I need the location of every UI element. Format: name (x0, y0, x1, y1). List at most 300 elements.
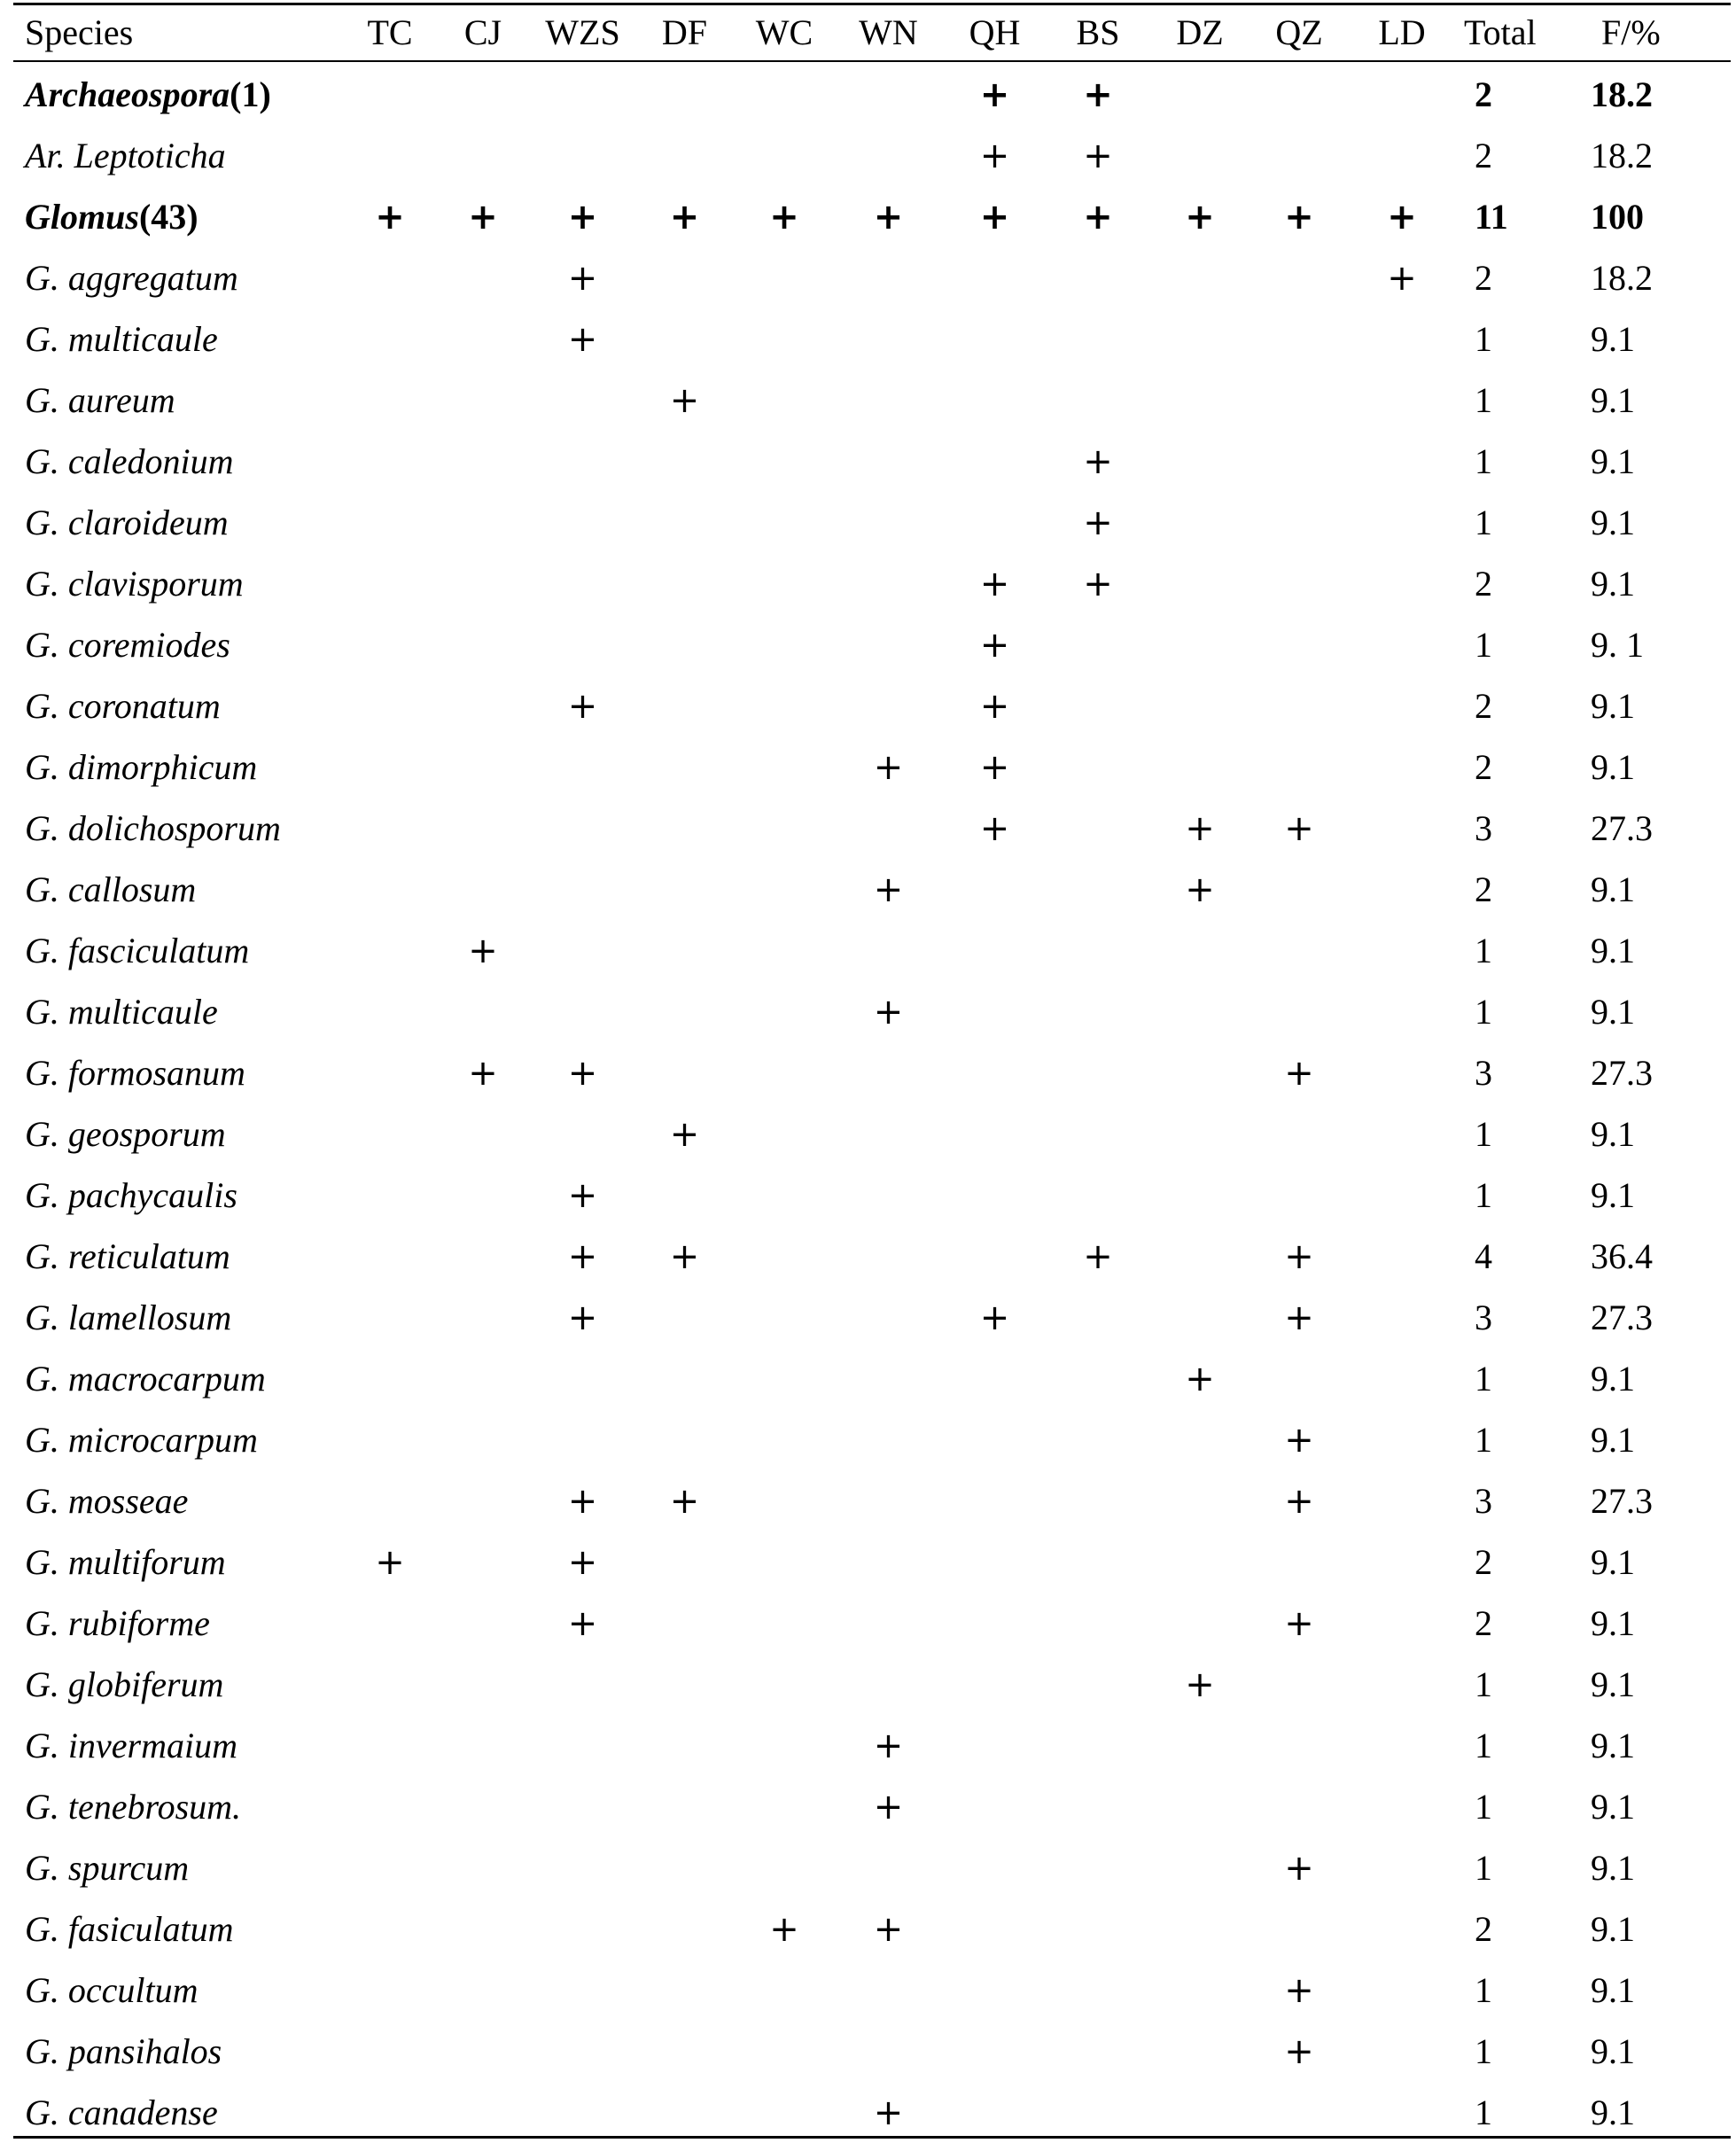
site-presence-cell: + (873, 746, 904, 788)
site-presence-cell (346, 1715, 434, 1776)
site-presence-cell: + (769, 1908, 799, 1950)
species-row (13, 1531, 1731, 1593)
site-presence-cell (346, 2021, 434, 2082)
site-presence-cell (944, 1226, 1046, 1287)
site-presence-cell (634, 2021, 736, 2082)
site-presence-cell (736, 1287, 833, 1348)
species-name-cell (13, 981, 346, 1042)
total-cell: 3 (1475, 1052, 1492, 1093)
site-presence-cell (346, 798, 434, 859)
site-presence-cell (434, 1593, 532, 1654)
site-presence-cell (944, 1470, 1046, 1531)
site-presence-cell (434, 1715, 532, 1776)
species-row (13, 1103, 1731, 1165)
site-presence-cell (532, 1898, 634, 1960)
site-presence-cell (736, 1226, 833, 1287)
species-count: (1) (230, 74, 271, 114)
site-presence-cell (736, 2082, 833, 2143)
species-name: G. occultum (25, 1969, 199, 2010)
species-name-cell (13, 2021, 346, 2082)
total-cell: 1 (1475, 1113, 1492, 1154)
site-presence-cell (944, 1348, 1046, 1409)
site-presence-cell: + (1083, 74, 1113, 115)
genus-row (13, 186, 1731, 247)
site-presence-cell (1249, 736, 1349, 798)
total-cell: 1 (1475, 1725, 1492, 1765)
site-presence-cell (532, 1654, 634, 1715)
site-presence-cell (833, 553, 944, 614)
species-name-cell (13, 125, 346, 186)
column-header: WC (755, 12, 814, 52)
site-presence-cell (434, 2021, 532, 2082)
frequency-cell: 9.1 (1591, 1541, 1635, 1582)
site-presence-cell (944, 370, 1046, 431)
site-presence-cell (944, 1103, 1046, 1165)
site-presence-cell (346, 1960, 434, 2021)
site-presence-cell (736, 1654, 833, 1715)
species-row (13, 1165, 1731, 1226)
site-presence-cell (1249, 308, 1349, 370)
site-presence-cell (1349, 2082, 1455, 2143)
species-name-cell (13, 1287, 346, 1348)
frequency-cell: 9.1 (1591, 318, 1635, 359)
column-header: LD (1378, 12, 1426, 52)
species-name-cell (13, 1654, 346, 1715)
site-presence-cell (434, 247, 532, 308)
site-presence-cell (346, 1226, 434, 1287)
site-presence-cell (1150, 1226, 1249, 1287)
species-name-cell (13, 1470, 346, 1531)
site-presence-cell (736, 1103, 833, 1165)
site-presence-cell (1046, 981, 1150, 1042)
site-presence-cell (833, 308, 944, 370)
site-presence-cell (346, 1042, 434, 1103)
site-presence-cell: + (979, 196, 1010, 238)
site-presence-cell (1150, 675, 1249, 736)
site-presence-cell (736, 1165, 833, 1226)
total-cell: 2 (1475, 74, 1492, 114)
site-presence-cell (434, 1898, 532, 1960)
site-presence-cell (434, 1165, 532, 1226)
site-presence-cell (1349, 1960, 1455, 2021)
site-presence-cell (736, 859, 833, 920)
site-presence-cell (1249, 1715, 1349, 1776)
site-presence-cell (736, 981, 833, 1042)
site-presence-cell (944, 431, 1046, 492)
total-cell: 1 (1475, 624, 1492, 665)
site-presence-cell: + (567, 1235, 598, 1277)
site-presence-cell (434, 1348, 532, 1409)
site-presence-cell: + (1284, 1847, 1314, 1889)
site-presence-cell (1349, 1654, 1455, 1715)
site-presence-cell (944, 1165, 1046, 1226)
site-presence-cell (1349, 492, 1455, 553)
site-presence-cell (634, 431, 736, 492)
total-cell: 2 (1475, 746, 1492, 787)
species-row (13, 736, 1731, 798)
site-presence-cell: + (1284, 1602, 1314, 1644)
site-presence-cell (1249, 1531, 1349, 1593)
site-presence-cell (634, 492, 736, 553)
table-body (13, 60, 1731, 2143)
site-presence-cell: + (979, 685, 1010, 727)
site-presence-cell (1046, 798, 1150, 859)
species-name-cell (13, 859, 346, 920)
site-presence-cell (944, 2082, 1046, 2143)
site-presence-cell (346, 1593, 434, 1654)
site-presence-cell (1349, 60, 1455, 125)
site-presence-cell (1150, 1898, 1249, 1960)
species-name-cell (13, 431, 346, 492)
species-name: Archaeospora (25, 74, 230, 114)
total-cell: 1 (1475, 1358, 1492, 1399)
species-name: G. aureum (25, 379, 175, 420)
species-name-cell (13, 1531, 346, 1593)
site-presence-cell (634, 1776, 736, 1837)
site-presence-cell (346, 1103, 434, 1165)
total-cell: 11 (1475, 196, 1508, 237)
frequency-cell: 9.1 (1591, 502, 1635, 542)
frequency-cell: 27.3 (1591, 1480, 1653, 1521)
site-presence-cell: + (468, 930, 498, 971)
site-presence-cell (434, 431, 532, 492)
frequency-cell: 9.1 (1591, 1358, 1635, 1399)
site-presence-cell (634, 920, 736, 981)
site-presence-cell: + (1284, 807, 1314, 849)
species-name: G. callosum (25, 869, 197, 909)
site-presence-cell (1150, 1042, 1249, 1103)
site-presence-cell (434, 1960, 532, 2021)
species-name-cell (13, 1898, 346, 1960)
column-header: DF (661, 12, 708, 52)
species-name: G. claroideum (25, 502, 229, 542)
site-presence-cell (1046, 1715, 1150, 1776)
site-presence-cell (434, 1409, 532, 1470)
site-presence-cell (532, 736, 634, 798)
site-presence-cell (434, 370, 532, 431)
site-presence-cell (532, 1409, 634, 1470)
site-presence-cell (634, 736, 736, 798)
site-presence-cell (736, 1470, 833, 1531)
site-presence-cell: + (375, 1541, 405, 1583)
species-row (13, 675, 1731, 736)
site-presence-cell (1349, 1593, 1455, 1654)
site-presence-cell (1046, 1654, 1150, 1715)
total-cell: 1 (1475, 1786, 1492, 1827)
frequency-cell: 9.1 (1591, 1725, 1635, 1765)
site-presence-cell (833, 1531, 944, 1593)
site-presence-cell (1150, 1287, 1249, 1348)
site-presence-cell: + (567, 1052, 598, 1094)
site-presence-cell (532, 1348, 634, 1409)
species-row (13, 1226, 1731, 1287)
site-presence-cell (1249, 247, 1349, 308)
site-presence-cell: + (769, 196, 799, 238)
site-presence-cell: + (1185, 869, 1215, 910)
species-name-cell (13, 370, 346, 431)
site-presence-cell (1249, 370, 1349, 431)
frequency-cell: 9.1 (1591, 1786, 1635, 1827)
site-presence-cell (1150, 1103, 1249, 1165)
species-row (13, 920, 1731, 981)
species-name-cell (13, 675, 346, 736)
total-cell: 2 (1475, 685, 1492, 726)
site-presence-cell (434, 1531, 532, 1593)
site-presence-cell: + (873, 196, 904, 238)
site-presence-cell (1249, 2082, 1349, 2143)
species-row (13, 1409, 1731, 1470)
site-presence-cell (1349, 431, 1455, 492)
species-name-cell (13, 1348, 346, 1409)
species-name: G. spurcum (25, 1847, 190, 1888)
site-presence-cell: + (979, 807, 1010, 849)
site-presence-cell (833, 1042, 944, 1103)
frequency-cell: 9.1 (1591, 1113, 1635, 1154)
site-presence-cell (634, 247, 736, 308)
site-presence-cell (944, 1409, 1046, 1470)
site-presence-cell: + (873, 1725, 904, 1766)
total-cell: 1 (1475, 318, 1492, 359)
site-presence-cell (1150, 125, 1249, 186)
total-cell: 4 (1475, 1235, 1492, 1276)
frequency-cell: 9.1 (1591, 379, 1635, 420)
site-presence-cell: + (979, 746, 1010, 788)
site-presence-cell (833, 247, 944, 308)
species-name: G. multicaule (25, 991, 218, 1032)
species-name: G. globiferum (25, 1664, 224, 1704)
site-presence-cell (346, 1654, 434, 1715)
total-cell: 2 (1475, 1541, 1492, 1582)
total-cell: 1 (1475, 2030, 1492, 2071)
site-presence-cell (1046, 736, 1150, 798)
species-row (13, 1287, 1731, 1348)
site-presence-cell (346, 614, 434, 675)
site-presence-cell (1349, 1837, 1455, 1898)
column-header: WN (859, 12, 918, 52)
site-presence-cell (634, 1409, 736, 1470)
species-name-cell (13, 1103, 346, 1165)
species-row (13, 431, 1731, 492)
site-presence-cell (1150, 1593, 1249, 1654)
frequency-cell: 9.1 (1591, 991, 1635, 1032)
frequency-cell: 27.3 (1591, 1052, 1653, 1093)
site-presence-cell (1249, 1898, 1349, 1960)
species-name: G. coronatum (25, 685, 221, 726)
column-header: QH (969, 12, 1021, 52)
species-name-cell (13, 186, 346, 247)
frequency-cell: 9.1 (1591, 1174, 1635, 1215)
site-presence-cell (1249, 981, 1349, 1042)
site-presence-cell (833, 2021, 944, 2082)
site-presence-cell (634, 798, 736, 859)
total-cell: 1 (1475, 440, 1492, 481)
frequency-cell: 9.1 (1591, 440, 1635, 481)
species-name: G. geosporum (25, 1113, 226, 1154)
column-header: F/% (1601, 12, 1661, 52)
site-presence-cell (634, 1531, 736, 1593)
frequency-cell: 9.1 (1591, 1847, 1635, 1888)
site-presence-cell (346, 125, 434, 186)
site-presence-cell (1249, 125, 1349, 186)
site-presence-cell (346, 60, 434, 125)
site-presence-cell (833, 1348, 944, 1409)
site-presence-cell (736, 1837, 833, 1898)
species-name: G. mosseae (25, 1480, 189, 1521)
site-presence-cell: + (468, 196, 498, 238)
frequency-cell: 9.1 (1591, 1664, 1635, 1704)
site-presence-cell (346, 736, 434, 798)
site-presence-cell (634, 1715, 736, 1776)
frequency-cell: 9.1 (1591, 1969, 1635, 2010)
site-presence-cell (944, 2021, 1046, 2082)
site-presence-cell (346, 1165, 434, 1226)
site-presence-cell (736, 125, 833, 186)
site-presence-cell (1046, 1165, 1150, 1226)
species-row (13, 614, 1731, 675)
site-presence-cell (1349, 981, 1455, 1042)
site-presence-cell: + (979, 74, 1010, 115)
site-presence-cell (634, 1654, 736, 1715)
site-presence-cell (944, 308, 1046, 370)
site-presence-cell: + (567, 1480, 598, 1522)
site-presence-cell (532, 431, 634, 492)
site-presence-cell (736, 798, 833, 859)
site-presence-cell (736, 1531, 833, 1593)
site-presence-cell (532, 370, 634, 431)
site-presence-cell (634, 1165, 736, 1226)
frequency-cell: 9.1 (1591, 563, 1635, 604)
site-presence-cell (434, 125, 532, 186)
frequency-cell: 9.1 (1591, 746, 1635, 787)
species-name: G. microcarpum (25, 1419, 258, 1460)
species-name-cell (13, 1226, 346, 1287)
site-presence-cell (1150, 1531, 1249, 1593)
site-presence-cell (346, 1776, 434, 1837)
species-name-cell (13, 553, 346, 614)
species-name: G. pachycaulis (25, 1174, 237, 1215)
site-presence-cell (944, 1654, 1046, 1715)
site-presence-cell (634, 614, 736, 675)
site-presence-cell (532, 1960, 634, 2021)
site-presence-cell: + (1185, 807, 1215, 849)
site-presence-cell (944, 1715, 1046, 1776)
site-presence-cell (736, 1593, 833, 1654)
site-presence-cell (1349, 614, 1455, 675)
site-presence-cell (1349, 1348, 1455, 1409)
species-name-cell (13, 736, 346, 798)
site-presence-cell (1150, 1409, 1249, 1470)
species-row (13, 1776, 1731, 1837)
species-row (13, 2082, 1731, 2143)
site-presence-cell (346, 1287, 434, 1348)
species-row (13, 1960, 1731, 2021)
site-presence-cell: + (567, 318, 598, 360)
site-presence-cell: + (1284, 196, 1314, 238)
site-presence-cell (434, 1226, 532, 1287)
site-presence-cell (1349, 1226, 1455, 1287)
site-presence-cell (346, 981, 434, 1042)
site-presence-cell (346, 553, 434, 614)
site-presence-cell: + (567, 1174, 598, 1216)
column-header: Total (1464, 12, 1537, 52)
site-presence-cell (1046, 2082, 1150, 2143)
species-name-cell (13, 1593, 346, 1654)
site-presence-cell (944, 981, 1046, 1042)
site-presence-cell (1046, 859, 1150, 920)
site-presence-cell (736, 1960, 833, 2021)
site-presence-cell: + (1284, 1969, 1314, 2011)
frequency-cell: 9.1 (1591, 1602, 1635, 1643)
site-presence-cell (346, 1837, 434, 1898)
species-name: G. pansihalos (25, 2030, 222, 2071)
frequency-cell: 9.1 (1591, 685, 1635, 726)
site-presence-cell (944, 1898, 1046, 1960)
site-presence-cell (1349, 675, 1455, 736)
site-presence-cell (532, 1715, 634, 1776)
site-presence-cell (634, 1593, 736, 1654)
site-presence-cell (1349, 125, 1455, 186)
species-name-cell (13, 1042, 346, 1103)
species-name: G. reticulatum (25, 1235, 230, 1276)
site-presence-cell (532, 60, 634, 125)
species-row (13, 553, 1731, 614)
site-presence-cell (1349, 1531, 1455, 1593)
site-presence-cell (1046, 1960, 1150, 2021)
site-presence-cell (1150, 553, 1249, 614)
site-presence-cell (1349, 2021, 1455, 2082)
site-presence-cell: + (1185, 1358, 1215, 1399)
site-presence-cell: + (1387, 257, 1417, 299)
total-cell: 2 (1475, 869, 1492, 909)
site-presence-cell (944, 492, 1046, 553)
site-presence-cell (532, 859, 634, 920)
total-cell: 1 (1475, 379, 1492, 420)
species-name: G. rubiforme (25, 1602, 210, 1643)
site-presence-cell: + (1083, 135, 1113, 176)
site-presence-cell (1046, 920, 1150, 981)
genus-row (13, 60, 1731, 125)
species-name: G. multicaule (25, 318, 218, 359)
total-cell: 3 (1475, 807, 1492, 848)
site-presence-cell: + (873, 991, 904, 1033)
species-name: G. clavisporum (25, 563, 244, 604)
species-row (13, 1348, 1731, 1409)
species-row (13, 1837, 1731, 1898)
species-name: G. canadense (25, 2092, 218, 2132)
frequency-cell: 9.1 (1591, 869, 1635, 909)
total-cell: 3 (1475, 1480, 1492, 1521)
site-presence-cell (346, 247, 434, 308)
total-cell: 2 (1475, 1908, 1492, 1949)
site-presence-cell (1150, 2082, 1249, 2143)
species-row (13, 1715, 1731, 1776)
site-presence-cell (1046, 1287, 1150, 1348)
site-presence-cell (1046, 1348, 1150, 1409)
site-presence-cell (634, 60, 736, 125)
species-name: G. multiforum (25, 1541, 226, 1582)
species-name: G. aggregatum (25, 257, 238, 298)
species-name: Glomus (25, 196, 139, 237)
site-presence-cell (532, 1837, 634, 1898)
site-presence-cell (1349, 1165, 1455, 1226)
site-presence-cell (1150, 1960, 1249, 2021)
species-name: G. tenebrosum. (25, 1786, 242, 1827)
site-presence-cell (434, 675, 532, 736)
species-name-cell (13, 2082, 346, 2143)
site-presence-cell (1349, 1409, 1455, 1470)
site-presence-cell (1046, 675, 1150, 736)
site-presence-cell (346, 1470, 434, 1531)
